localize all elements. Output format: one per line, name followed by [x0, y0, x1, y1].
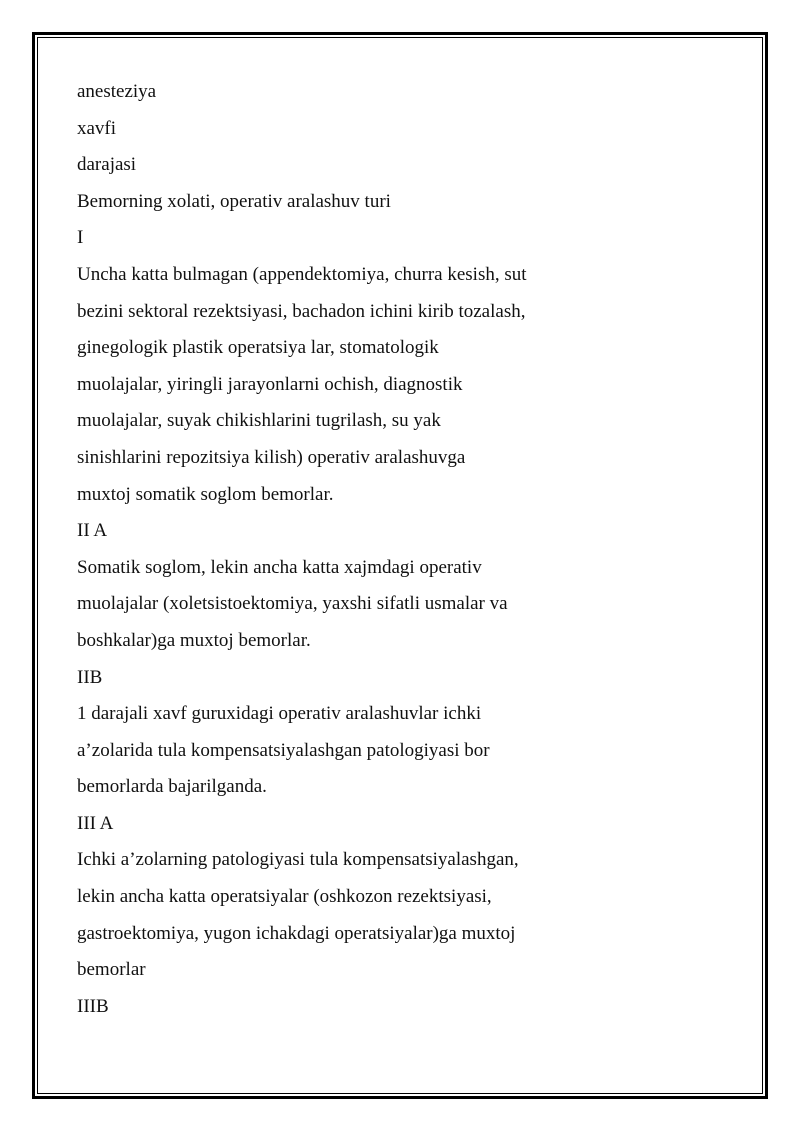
text-line: II A [77, 520, 108, 542]
text-line: III A [77, 812, 114, 834]
text-line: muolajalar (xoletsistoektomiya, yaxshi sifatli usmalar va [77, 593, 508, 615]
text-line: Bemorning xolati, operativ aralashuv turi [77, 190, 391, 212]
text-line: bemorlarda bajarilganda. [77, 776, 267, 798]
text-line: gastroektomiya, yugon ichakdagi operatsiyalar)ga muxtoj [77, 922, 516, 944]
text-line: ginegologik plastik operatsiya lar, stomatologik [77, 337, 439, 359]
text-line: xavfi [77, 117, 117, 139]
text-line: I [77, 227, 84, 249]
text-line: sinishlarini repozitsiya kilish) operativ aralashuvga [77, 446, 466, 468]
text-line: muolajalar, yiringli jarayonlarni ochish, diagnostik [77, 373, 463, 395]
text-line: IIB [77, 666, 103, 688]
text-line: Somatik soglom, lekin ancha katta xajmdagi operativ [77, 556, 482, 578]
text-line: Uncha katta bulmagan (appendektomiya, churra kesish, sut [77, 263, 527, 285]
text-line: bezini sektoral rezektsiyasi, bachadon ichini kirib tozalash, [77, 300, 526, 322]
text-line: bemorlar [77, 959, 146, 981]
text-line: boshkalar)ga muxtoj bemorlar. [77, 629, 311, 651]
text-line: IIIB [77, 995, 109, 1017]
document-body [77, 74, 697, 1025]
text-line: 1 darajali xavf guruxidagi operativ aralashuvlar ichki [77, 703, 482, 725]
text-line: Ichki a’zolarning patologiyasi tula kompensatsiyalashgan, [77, 849, 519, 871]
text-line: lekin ancha katta operatsiyalar (oshkozon rezektsiyasi, [77, 886, 492, 908]
text-line: muxtoj somatik soglom bemorlar. [77, 483, 334, 505]
text-line: anesteziya [77, 81, 157, 102]
text-line: a’zolarida tula kompensatsiyalashgan patologiyasi bor [77, 739, 490, 761]
text-line: muolajalar, suyak chikishlarini tugrilash, su yak [77, 410, 441, 432]
text-line: darajasi [77, 154, 137, 176]
